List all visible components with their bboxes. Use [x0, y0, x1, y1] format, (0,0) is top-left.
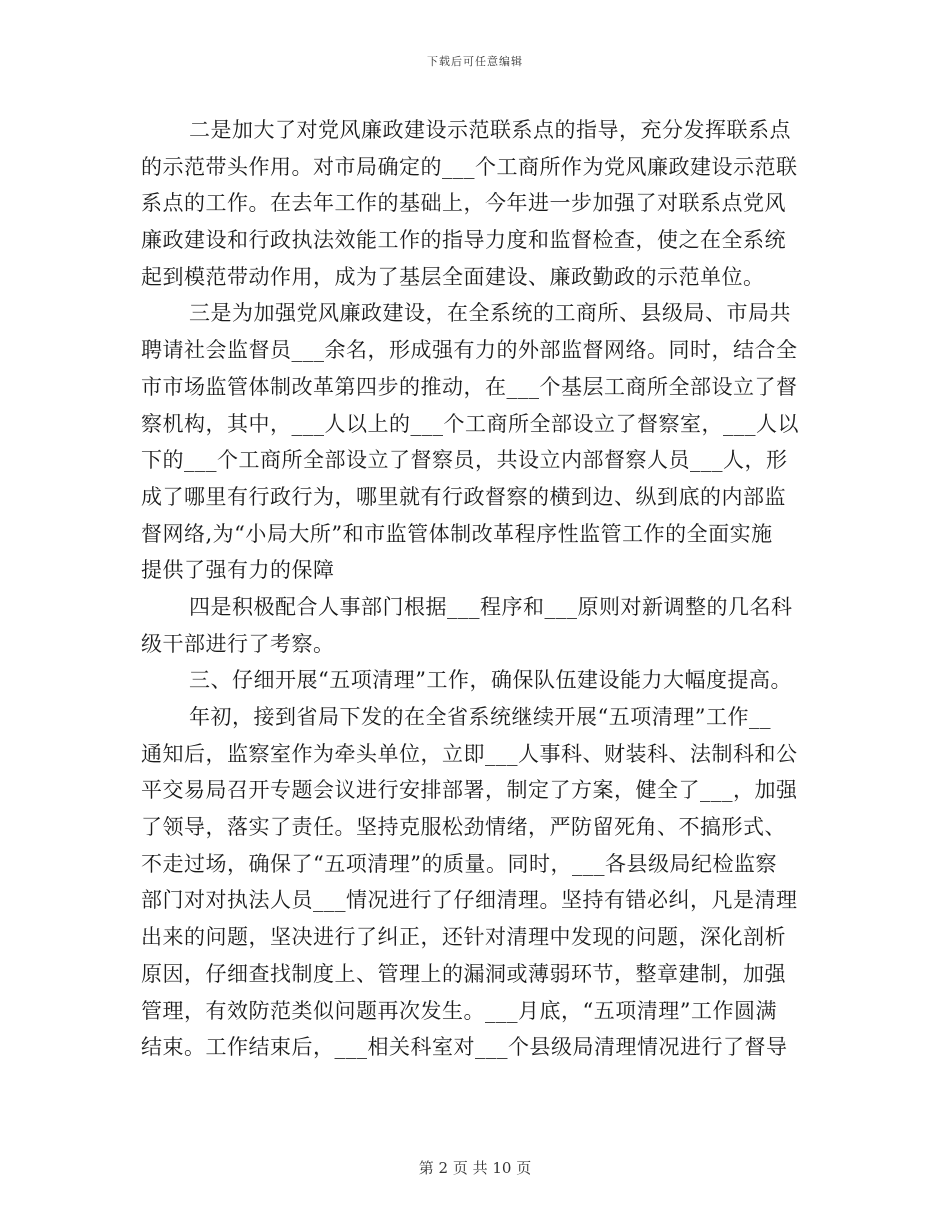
text-line: 三是为加强党风廉政建设，在全系统的工商所、县级局、市局共 — [189, 301, 791, 326]
text-line: 不走过场，确保了“五项清理”的质量。同时，___各县级局纪检监察 — [141, 851, 777, 876]
text-line: 察机构，其中，___人以上的___个工商所全部设立了督察室，___人以 — [141, 411, 799, 436]
text-line: 年初，接到省局下发的在全省系统继续开展“五项清理”工作__ — [189, 705, 771, 729]
text-line: 下的___个工商所全部设立了督察员，共设立内部督察人员___人，形 — [141, 448, 788, 473]
text-line: 提供了强有力的保障 — [141, 558, 335, 583]
text-line: 督网络,为“小局大所”和市监管体制改革程序性监管工作的全面实施 — [141, 521, 773, 546]
text-line: 聘请社会监督员___余名，形成强有力的外部监督网络。同时，结合全 — [141, 338, 798, 363]
text-line: 系点的工作。在去年工作的基础上，今年进一步加强了对联系点党风 — [141, 191, 786, 216]
text-line: 通知后，监察室作为牵头单位，立即___人事科、财装科、法制科和公 — [141, 741, 798, 766]
text-line: 起到模范带动作用，成为了基层全面建设、廉政勤政的示范单位。 — [141, 264, 765, 289]
text-line: 部门对对执法人员___情况进行了仔细清理。坚持有错必纠，凡是清理 — [141, 888, 798, 913]
text-line: 管理，有效防范类似问题再次发生。___月底，“五项清理”工作圆满 — [141, 998, 777, 1023]
document-body — [141, 112, 809, 1066]
text-line: 二是加大了对党风廉政建设示范联系点的指导，充分发挥联系点 — [189, 118, 791, 142]
text-line: 四是积极配合人事部门根据___程序和___原则对新调整的几名科 — [189, 594, 793, 619]
text-line: 原因，仔细查找制度上、管理上的漏洞或薄弱环节，整章建制，加强 — [141, 961, 786, 986]
text-line: 市市场监管体制改革第四步的推动，在___个基层工商所全部设立了督 — [141, 374, 798, 399]
text-line: 廉政建设和行政执法效能工作的指导力度和监督检查，使之在全系统 — [141, 228, 786, 253]
text-line: 结束。工作结束后，___相关科室对___个县级局清理情况进行了督导 — [141, 1035, 788, 1060]
page-header: 下载后可任意编辑 — [427, 55, 523, 68]
text-line: 平交易局召开专题会议进行安排部署，制定了方案，健全了___，加强 — [141, 778, 798, 803]
text-line: 的示范带头作用。对市局确定的___个工商所作为党风廉政建设示范联 — [141, 154, 798, 179]
text-line: 出来的问题，坚决进行了纠正，还针对清理中发现的问题，深化剖析 — [141, 925, 786, 950]
text-line: 三、仔细开展“五项清理”工作，确保队伍建设能力大幅度提高。 — [189, 668, 792, 693]
page-footer: 第 2 页 共 10 页 — [418, 1159, 532, 1177]
text-line: 成了哪里有行政行为，哪里就有行政督察的横到边、纵到底的内部监 — [141, 484, 786, 509]
text-line: 级干部进行了考察。 — [141, 631, 335, 656]
text-line: 了领导，落实了责任。坚持克服松劲情绪，严防留死角、不搞形式、 — [141, 815, 786, 840]
